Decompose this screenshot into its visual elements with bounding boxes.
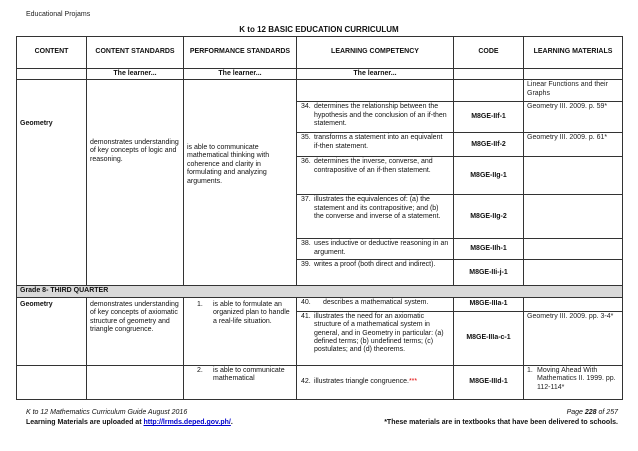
performance-standard-cell: 2. is able to communicate mathematical: [184, 365, 297, 399]
lm-cell: 1. Moving Ahead With Mathematics II. 1999. pp. 112-114*: [524, 365, 623, 399]
content-standard-cell: demonstrates understanding of key concepts of logic and reasoning.: [87, 80, 184, 286]
header-label: Educational Projams: [26, 11, 91, 18]
competency-cell: 42. illustrates triangle congruence.***: [297, 365, 454, 399]
footer-guide-title: K to 12 Mathematics Curriculum Guide August 2016: [26, 409, 188, 416]
performance-standard-cell: 1. is able to formulate an organized plan to handle a real-life situation.: [184, 297, 297, 365]
curriculum-table: [16, 36, 623, 400]
header-content-standards: CONTENT STANDARDS: [87, 37, 184, 69]
subheader-empty: [17, 69, 87, 80]
subheader-row: [17, 69, 623, 80]
quarter-label: Grade 8- THIRD QUARTER: [17, 286, 623, 297]
content-cell: Geometry: [17, 297, 87, 365]
code-cell: M8GE-IIf-1: [454, 102, 524, 133]
lm-cell: Linear Functions and their Graphs: [524, 80, 623, 102]
competency-cell: 41. illustrates the need for an axiomatic structure of a mathematical system in general, and in Geometry in particular: (a) defined terms; (b) undefined terms; (c) postulates; and (d) theorems.: [297, 311, 454, 365]
lm-cell: [524, 297, 623, 311]
lm-cell: Geometry III. 2009. pp. 3-4*: [524, 311, 623, 365]
subheader-ps: The learner...: [184, 69, 297, 80]
subheader-empty: [524, 69, 623, 80]
code-cell: M8GE-IIId-1: [454, 365, 524, 399]
code-cell: M8GE-IIg-1: [454, 157, 524, 195]
competency-cell: 37. illustrates the equivalences of: (a) the statement and its contrapositive; and (b) the converse and inverse of a statement.: [297, 195, 454, 239]
competency-cell: 34. determines the relationship between the hypothesis and the conclusion of an if-then statement.: [297, 102, 454, 133]
table-row: [17, 80, 623, 102]
subheader-lc: The learner...: [297, 69, 454, 80]
code-cell: M8GE-IIi-j-1: [454, 260, 524, 286]
lm-cell: Geometry III. 2009. p. 59*: [524, 102, 623, 133]
performance-standard-cell: is able to communicate mathematical thinking with coherence and clarity in formulating and analyzing arguments.: [184, 80, 297, 286]
page-number: Page 228 of 257: [566, 409, 618, 416]
lm-cell: [524, 260, 623, 286]
competency-cell: 38. uses inductive or deductive reasoning in an argument.: [297, 239, 454, 260]
competency-cell: 40. describes a mathematical system.: [297, 297, 454, 311]
stars-marker: ***: [408, 378, 418, 386]
table-row: [17, 297, 623, 311]
header-performance-standards: PERFORMANCE STANDARDS: [184, 37, 297, 69]
lm-cell: [524, 195, 623, 239]
document-title: K to 12 BASIC EDUCATION CURRICULUM: [239, 25, 399, 34]
code-cell: M8GE-IIg-2: [454, 195, 524, 239]
content-standard-cell: [87, 365, 184, 399]
lm-cell: [524, 157, 623, 195]
competency-cell: 35. transforms a statement into an equivalent if-then statement.: [297, 133, 454, 157]
content-cell: [17, 365, 87, 399]
footer-textbook-note: *These materials are in textbooks that have been delivered to schools.: [384, 419, 618, 426]
lm-cell: [524, 239, 623, 260]
competency-cell: [297, 80, 454, 102]
code-cell: M8GE-IIIa-1: [454, 297, 524, 311]
lm-cell: Geometry III. 2009. p. 61*: [524, 133, 623, 157]
competency-cell: 39. writes a proof (both direct and indirect).: [297, 260, 454, 286]
header-learning-competency: LEARNING COMPETENCY: [297, 37, 454, 69]
subheader-cs: The learner...: [87, 69, 184, 80]
code-cell: [454, 80, 524, 102]
table-row: [17, 365, 623, 399]
code-cell: M8GE-IIIa-c-1: [454, 311, 524, 365]
lrmds-link[interactable]: http://lrmds.deped.gov.ph/: [143, 419, 231, 426]
code-cell: M8GE-IIh-1: [454, 239, 524, 260]
quarter-row: [17, 286, 623, 297]
header-learning-materials: LEARNING MATERIALS: [524, 37, 623, 69]
header-code: CODE: [454, 37, 524, 69]
subheader-empty: [454, 69, 524, 80]
code-cell: M8GE-IIf-2: [454, 133, 524, 157]
competency-cell: 36. determines the inverse, converse, and contrapositive of an if-then statement.: [297, 157, 454, 195]
header-row: [17, 37, 623, 69]
footer-lm-note: Learning Materials are uploaded at http://lrmds.deped.gov.ph/.: [26, 419, 233, 426]
header-content: CONTENT: [17, 37, 87, 69]
content-cell: Geometry: [17, 80, 87, 286]
content-standard-cell: demonstrates understanding of key concepts of axiomatic structure of geometry and triangle congruence.: [87, 297, 184, 365]
